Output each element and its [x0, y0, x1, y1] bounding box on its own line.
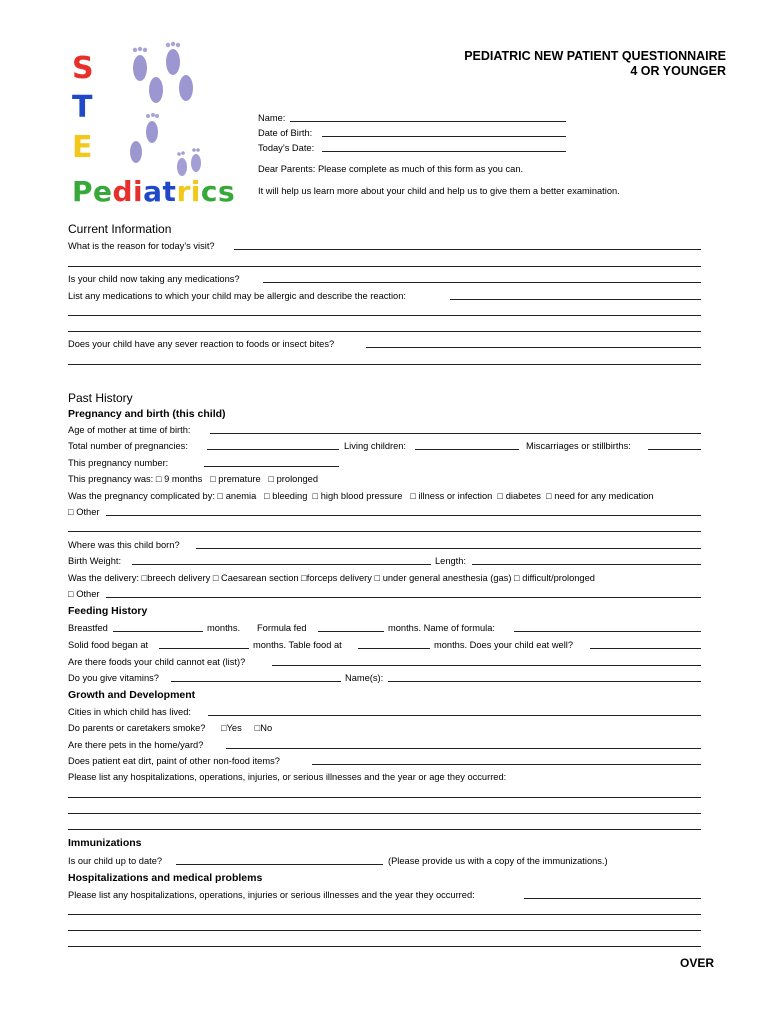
today-field[interactable]	[322, 151, 566, 152]
complicated-row	[68, 490, 653, 502]
logo-letter-e: E	[72, 130, 93, 165]
delivery-other-field[interactable]	[106, 597, 701, 598]
formula-name-label: months. Name of formula:	[388, 623, 495, 633]
delivery-row	[68, 572, 595, 584]
logo-brand	[72, 175, 235, 208]
pregnancy-number-field[interactable]	[204, 466, 339, 467]
allergies-field[interactable]	[450, 299, 701, 300]
solid-food-label: Solid food began at	[68, 640, 149, 650]
names-field[interactable]	[388, 681, 701, 682]
birth-weight-field[interactable]	[132, 564, 431, 565]
page-title	[464, 49, 726, 79]
immunizations-heading: Immunizations	[68, 837, 142, 849]
medications-label: Is your child now taking any medications?	[68, 274, 240, 284]
checkbox-caesarean[interactable]: □	[212, 573, 219, 583]
eat-well-field[interactable]	[590, 648, 701, 649]
title-line-2: 4 OR YOUNGER	[630, 64, 726, 78]
checkbox-difficult[interactable]: □	[514, 573, 520, 583]
checkbox-illness[interactable]: □	[410, 491, 416, 501]
pets-label: Are there pets in the home/yard?	[68, 740, 204, 750]
checkbox-yes[interactable]: □	[220, 723, 227, 733]
intro-line-2: It will help us learn more about your child and help us to give them a better examination.	[258, 186, 620, 196]
length-label: Length:	[435, 556, 467, 566]
option-label: bleeding	[272, 491, 308, 501]
eat-dirt-label: Does patient eat dirt, paint of other non-food items?	[68, 756, 280, 766]
eat-dirt-field[interactable]	[312, 764, 701, 765]
checkbox-delivery-other[interactable]: □	[68, 589, 74, 599]
logo-brand-part: cs	[200, 175, 236, 208]
breastfed-label: Breastfed	[68, 623, 108, 633]
feeding-heading: Feeding History	[68, 605, 148, 617]
reason-field[interactable]	[234, 249, 701, 250]
logo-brand-part: at	[143, 175, 177, 208]
option-label: premature	[218, 474, 261, 484]
hospital-field-4[interactable]	[68, 946, 701, 947]
formula-fed-label: Formula fed	[257, 623, 307, 633]
delivery-other-row	[68, 588, 99, 600]
pregnancy-heading: Pregnancy and birth (this child)	[68, 408, 226, 420]
checkbox-other[interactable]: □	[68, 507, 74, 517]
cities-field[interactable]	[208, 715, 701, 716]
hospital-heading: Hospitalizations and medical problems	[68, 872, 263, 884]
breastfed-months: months.	[207, 623, 241, 633]
total-pregnancies-label: Total number of pregnancies:	[68, 441, 188, 451]
hospitalizations-field-1[interactable]	[68, 797, 701, 798]
reactions-field-2[interactable]	[68, 364, 701, 365]
other-field[interactable]	[106, 515, 701, 516]
born-where-label: Where was this child born?	[68, 540, 180, 550]
up-to-date-label: Is our child up to date?	[68, 856, 163, 866]
formula-name-field[interactable]	[514, 631, 701, 632]
option-label: 9 months	[164, 474, 203, 484]
option-label: difficult/prolonged	[522, 573, 595, 583]
checkbox-anesthesia[interactable]: □	[374, 573, 381, 583]
solid-food-field[interactable]	[159, 648, 249, 649]
checkbox-diabetes[interactable]: □	[497, 491, 504, 501]
logo-brand-part: Pe	[72, 175, 113, 208]
checkbox-premature[interactable]: □	[210, 474, 216, 484]
logo-letter-s: S	[72, 51, 94, 86]
other-label: Other	[76, 507, 100, 517]
title-line-1: PEDIATRIC NEW PATIENT QUESTIONNAIRE	[464, 49, 726, 63]
option-label: illness or infection	[418, 491, 493, 501]
cannot-eat-label: Are there foods your child cannot eat (list)?	[68, 657, 246, 667]
today-label: Today’s Date:	[258, 143, 315, 153]
option-label: breech delivery	[147, 573, 211, 583]
option-label: forceps delivery	[306, 573, 372, 583]
logo-letter-t: T	[72, 90, 93, 125]
pregnancy-was-label: This pregnancy was:	[68, 474, 154, 484]
hospitalizations-label: Please list any hospitalizations, operations, injuries, or serious illnesses and the year or age they occurred:	[68, 772, 507, 782]
option-label: No	[260, 723, 273, 733]
smoke-row	[68, 722, 272, 734]
option-label: Caesarean section	[221, 573, 299, 583]
miscarriages-field[interactable]	[648, 449, 701, 450]
allergies-label: List any medications to which your child may be allergic and describe the reaction:	[68, 291, 406, 301]
living-children-field[interactable]	[415, 449, 519, 450]
cannot-eat-field[interactable]	[272, 665, 701, 666]
growth-heading: Growth and Development	[68, 689, 196, 701]
checkbox-medication[interactable]: □	[546, 491, 552, 501]
allergies-field-3[interactable]	[68, 331, 701, 332]
current-heading: Current Information	[68, 222, 172, 236]
hospital-field-2[interactable]	[68, 914, 701, 915]
miscarriages-label: Miscarriages or stillbirths:	[526, 441, 631, 451]
complicated-label: Was the pregnancy complicated by:	[68, 491, 215, 501]
logo	[60, 40, 250, 215]
mother-age-label: Age of mother at time of birth:	[68, 425, 191, 435]
intro-line-1: Dear Parents: Please complete as much of this form as you can.	[258, 164, 524, 174]
reason-field-2[interactable]	[68, 266, 701, 267]
table-food-field[interactable]	[358, 648, 430, 649]
hospitalizations-field-3[interactable]	[68, 829, 701, 830]
name-field[interactable]	[290, 121, 566, 122]
logo-brand-part: ri	[176, 175, 201, 208]
past-heading: Past History	[68, 391, 133, 405]
logo-brand-part: di	[112, 175, 144, 208]
checkbox-high-blood-pressure[interactable]: □	[312, 491, 319, 501]
table-food-label: months. Table food at	[253, 640, 342, 650]
dob-field[interactable]	[322, 136, 566, 137]
checkbox-bleeding[interactable]: □	[264, 491, 270, 501]
birth-weight-label: Birth Weight:	[68, 556, 122, 566]
checkbox-forceps[interactable]: □	[301, 573, 307, 583]
reactions-field[interactable]	[366, 347, 701, 348]
smoke-label: Do parents or caretakers smoke?	[68, 723, 206, 733]
option-label: need for any medication	[554, 491, 654, 501]
hospitalizations-field-2[interactable]	[68, 813, 701, 814]
eat-well-label: months. Does your child eat well?	[434, 640, 574, 650]
dob-label: Date of Birth:	[258, 128, 313, 138]
option-label: diabetes	[505, 491, 541, 501]
names-label: Name(s):	[345, 673, 384, 683]
other-field-2[interactable]	[68, 531, 701, 532]
cities-label: Cities in which child has lived:	[68, 707, 191, 717]
reason-label: What is the reason for today’s visit?	[68, 241, 215, 251]
vitamins-label: Do you give vitamins?	[68, 673, 159, 683]
option-label: prolonged	[276, 474, 318, 484]
up-to-date-field[interactable]	[176, 864, 383, 865]
checkbox-no[interactable]: □	[254, 723, 261, 733]
breastfed-field[interactable]	[113, 631, 203, 632]
delivery-other-label: Other	[76, 589, 100, 599]
checkbox-9-months[interactable]: □	[155, 474, 162, 484]
born-where-field[interactable]	[196, 548, 701, 549]
immunizations-note: (Please provide us with a copy of the immunizations.)	[388, 856, 608, 866]
name-label: Name:	[258, 113, 286, 123]
checkbox-breech[interactable]: □	[141, 573, 148, 583]
medications-field[interactable]	[263, 282, 701, 283]
delivery-label: Was the delivery:	[68, 573, 139, 583]
hospital-field-3[interactable]	[68, 930, 701, 931]
formula-fed-field[interactable]	[318, 631, 384, 632]
option-label: under general anesthesia (gas)	[382, 573, 512, 583]
reactions-label: Does your child have any sever reaction to foods or insect bites?	[68, 339, 335, 349]
over-label: OVER	[680, 956, 715, 970]
length-field[interactable]	[472, 564, 701, 565]
hospital-field-1[interactable]	[524, 898, 701, 899]
mother-age-field[interactable]	[210, 433, 701, 434]
pregnancy-was-row	[68, 473, 318, 485]
vitamins-field[interactable]	[171, 681, 341, 682]
pregnancy-number-label: This pregnancy number:	[68, 458, 169, 468]
total-pregnancies-field[interactable]	[207, 449, 339, 450]
other-row	[68, 506, 99, 518]
checkbox-prolonged[interactable]: □	[268, 474, 275, 484]
living-children-label: Living children:	[344, 441, 407, 451]
hospital-list-label: Please list any hospitalizations, operations, injuries or serious illnesses and the year they occurred:	[68, 890, 475, 900]
option-label: high blood pressure	[320, 491, 403, 501]
checkbox-anemia[interactable]: □	[217, 491, 224, 501]
option-label: Yes	[226, 723, 242, 733]
option-label: anemia	[225, 491, 257, 501]
pets-field[interactable]	[226, 748, 701, 749]
allergies-field-2[interactable]	[68, 315, 701, 316]
